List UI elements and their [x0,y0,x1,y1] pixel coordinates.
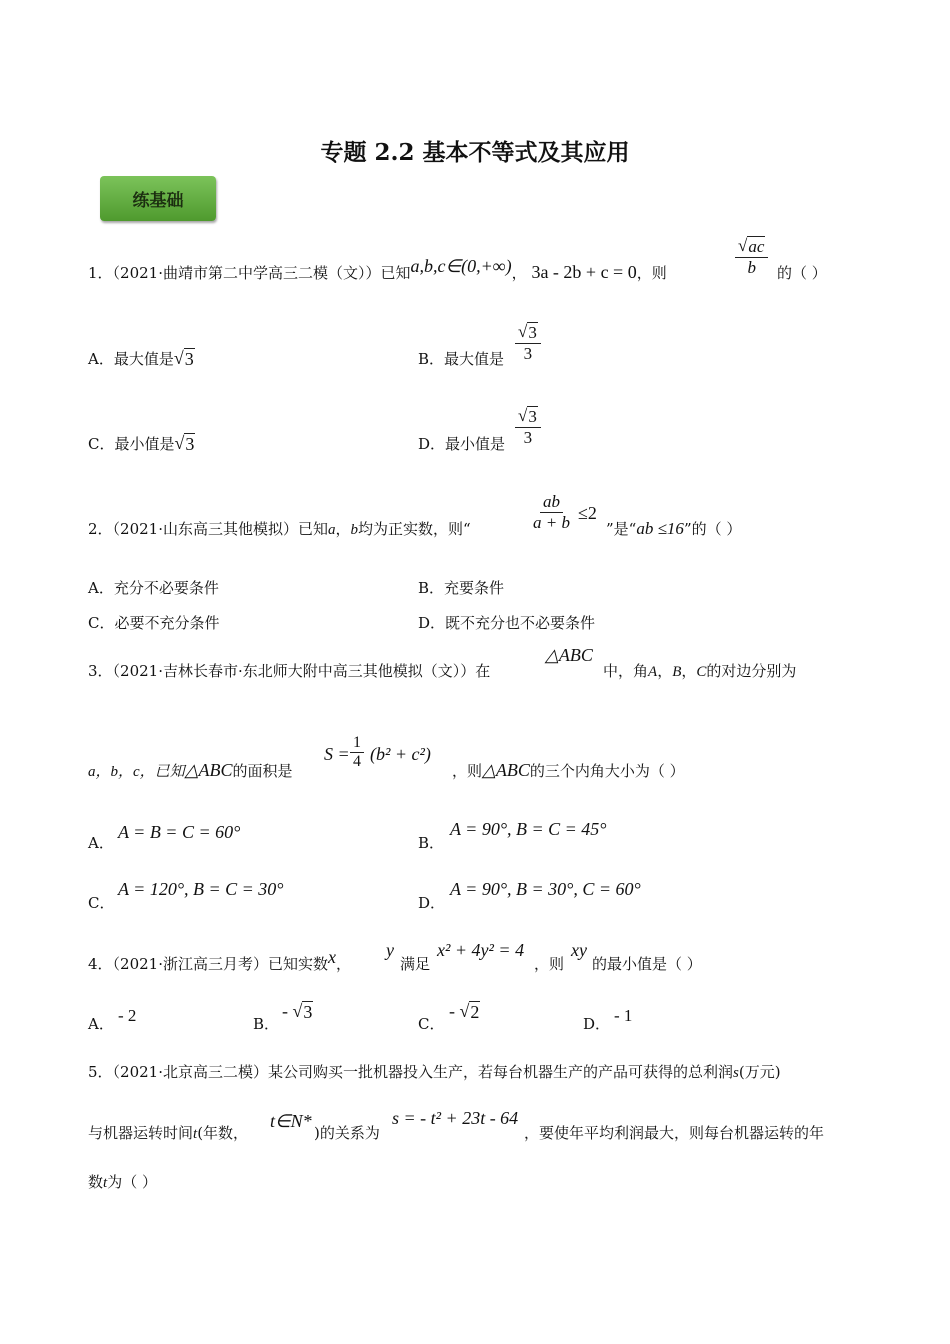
q1-option-d-label: D．最小值是 [418,435,506,453]
q3-line2-tail [452,760,685,781]
q1-lead: 1．（2021·曲靖市第二中学高三二模（文））已知 [88,264,411,282]
q1-tail: 的（ ） [777,264,827,282]
q2-option-d: D．既不充分也不必要条件 [418,614,596,632]
q5-line3-a: 数 [88,1173,104,1191]
q4-option-c-value: 2 [470,1002,480,1022]
q4-option-d: - 1 [614,1006,633,1025]
q1-option-a-label: A．最大值是 [88,350,174,368]
q3-tail1: 的对边分别为 [706,662,797,680]
q5-line2-a: 与机器运转时间 [88,1124,194,1142]
q4-lead: 4．（2021·浙江高三月考）已知实数 [88,955,328,973]
q1-option-b-label: B．最大值是 [418,350,505,368]
q4-equation: x² + 4y² = 4 [437,940,525,960]
q4-then: ，则 [534,955,565,973]
q1-option-c-value: 3 [185,434,195,454]
q3-line2-a: a，b，c，已知 [88,764,185,780]
q1-fraction [735,236,768,277]
q3-mid: 中，角 [603,662,649,680]
q1-fraction-denominator: b [747,257,756,277]
q2-ab-le-16: ab ≤16 [636,519,684,538]
q4-option-b-label: B． [253,1015,280,1033]
q4-tail: 的最小值是（ ） [592,955,702,973]
q1-separator: ， [511,264,527,282]
q1-option-d-fraction: √ 3 3 [515,406,541,447]
q1-option-a-value: 3 [184,349,194,369]
q3-fraction [350,734,364,772]
q2-fraction-numerator: ab [540,492,563,513]
q5-t-in-N: t∈N* [270,1111,312,1131]
q2-mid: 均为正实数，则“ [358,520,471,538]
q1-option-b-den: 3 [523,343,533,363]
q3-option-a: A = B = C = 60° [118,822,241,842]
q1-option-c-label: C．最小值是 [88,435,175,453]
question-5-line-1 [88,1061,781,1082]
q3-area: 的面积是 [232,762,293,780]
q3-var-B: B [672,664,682,680]
q3-option-c: A = 120°, B = C = 30° [118,879,284,899]
q4-option-a: - 2 [118,1006,137,1025]
q4-option-c-minus: - [449,1001,455,1021]
question-5-line-3 [88,1171,157,1192]
q1-sqrt-ac: ac [748,237,765,256]
q1-then: ，则 [636,264,667,282]
q1-option-b-num: 3 [528,323,537,342]
section-badge [100,176,216,221]
q3-paren-expr: (b² + c²) [370,744,431,764]
q3-triangle: △ABC [545,645,593,665]
q3-stem-tail [603,660,796,681]
q3-comma-1: ， [657,662,673,680]
question-4-stem [88,947,352,974]
q3-option-d: A = 90°, B = 30°, C = 60° [450,879,641,899]
q3-then: ，则 [452,762,483,780]
q5-line3-t: t [103,1175,108,1191]
q3-lead: 3．（2021·吉林长春市·东北师大附中高三其他模拟（文））在 [88,662,491,680]
q1-option-c: C．最小值是 √ 3 [88,433,195,454]
q1-option-d-den: 3 [523,427,533,447]
q2-option-a: A．充分不必要条件 [88,579,219,597]
q3-line2 [88,760,293,781]
q4-satisfy: 满足 [400,955,431,973]
q1-option-d-num: 3 [528,407,537,426]
q3-option-a-label: A． [88,834,114,852]
q2-var-b: b [350,522,359,538]
section-badge-label: 练基础 [132,191,184,211]
q4-option-a-label: A． [88,1015,114,1033]
q5-unit2: (年数， [197,1124,249,1142]
q1-option-b-fraction: √ 3 3 [515,322,541,363]
q1-equation: 3a - 2b + c = 0 [531,262,637,282]
question-3-stem [88,660,490,681]
q4-var-xy: xy [571,940,587,960]
q3-var-C: C [696,664,707,680]
q3-fraction-den: 4 [353,753,361,771]
q2-option-c: C．必要不充分条件 [88,614,220,632]
q5-line1-text: 5．（2021·北京高三二模）某公司购买一批机器投入生产，若每台机器生产的产品可获得的总利润 [88,1063,733,1081]
q3-triangle-3: △ABC [482,760,530,780]
q3-triangle-2: △ABC [184,760,233,780]
q2-comma: ， [335,520,351,538]
question-5-line-2a [88,1122,248,1143]
q5-relation: )的关系为 [314,1124,380,1142]
q1-condition: a,b,c∈(0,+∞) [410,256,512,276]
q4-option-d-label: D． [583,1015,611,1033]
q5-var-s: s [733,1065,739,1081]
q2-le-2: ≤2 [578,503,597,523]
q3-option-d-label: D． [418,894,446,912]
q4-option-c-label: C． [418,1015,445,1033]
q5-line3-b: 为（ ） [107,1173,157,1191]
question-1-stem [88,256,667,283]
q2-var-a: a [328,522,336,538]
q4-var-x: x [328,947,336,967]
q1-option-a: A．最大值是 √ 3 [88,348,194,369]
q3-var-A: A [648,664,658,680]
q2-fraction-denominator: a + b [533,512,570,532]
q1-fraction-numerator: √ ac [735,236,768,258]
q4-option-c: - √ 2 [449,1001,480,1022]
q3-tail2: 的三个内角大小为（ ） [529,762,685,780]
q5-var-t: t [193,1126,198,1142]
q5-formula: s = - t² + 23t - 64 [392,1108,519,1128]
q4-option-b: - √ 3 [282,1001,313,1022]
q2-fraction [530,492,573,532]
q3-fraction-num: 1 [350,734,364,753]
q2-option-b: B．充要条件 [418,579,505,597]
q3-option-b: A = 90°, B = C = 45° [450,819,607,839]
q3-option-c-label: C． [88,894,115,912]
q5-line2-b: ，要使年平均利润最大，则每台机器运转的年 [524,1124,825,1142]
q2-tail [606,518,741,539]
q3-option-b-label: B． [418,834,445,852]
q5-unit1: (万元) [738,1063,781,1081]
q3-S-eq: S = [324,744,350,764]
question-2-stem [88,518,471,539]
q4-option-b-value: 3 [303,1002,313,1022]
q2-mid2: ”是“ [606,520,637,538]
q2-lead: 2．（2021·山东高三其他模拟）已知 [88,520,328,538]
q2-tail-text: ”的（ ） [683,520,742,538]
q1-option-b [418,348,504,369]
q4-option-b-minus: - [282,1001,288,1021]
q1-option-d [418,433,505,454]
page-title: 专题 2.2 基本不等式及其应用 [320,139,630,166]
q4-var-y: y [386,940,394,960]
q4-comma: ， [336,955,352,973]
q3-comma-2: ， [681,662,697,680]
